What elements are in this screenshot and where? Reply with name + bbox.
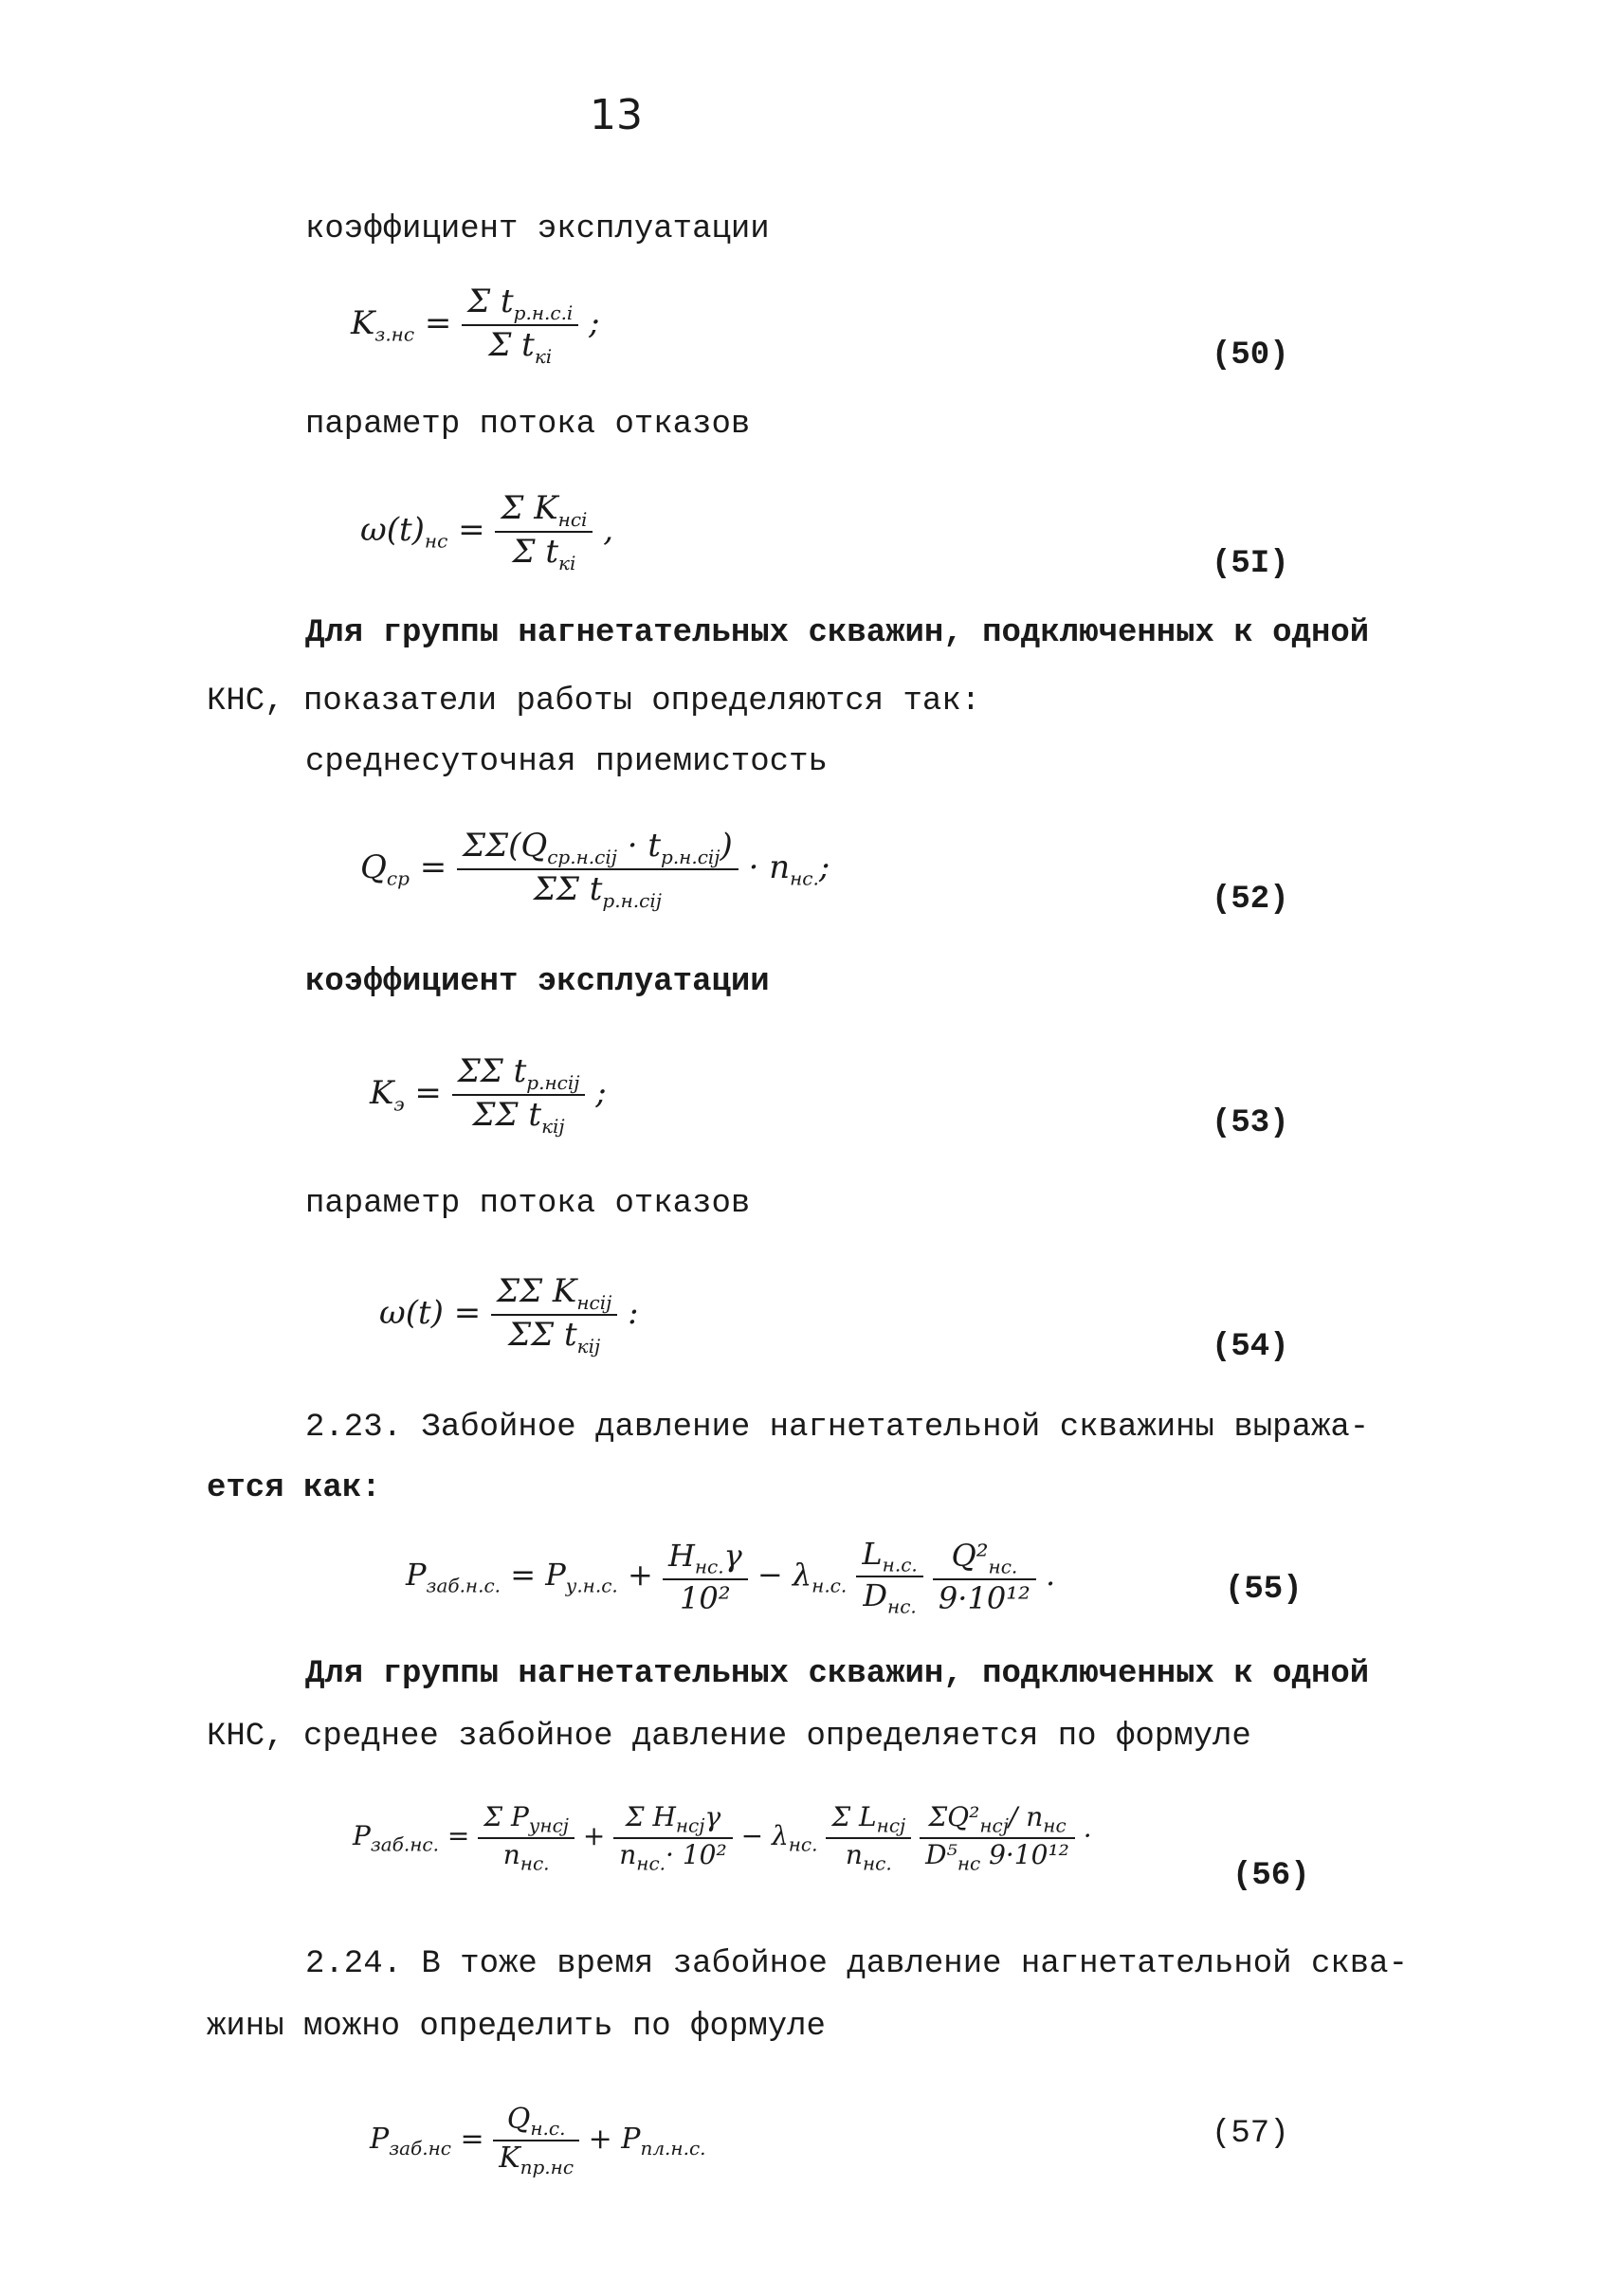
equation-57: $P_{заб.нс}$ = $\frac{Q_{н.с.}}{K_{пр.нс}}$ + $P_{пл.н.с.}$ (370, 2103, 706, 2178)
equation-56: $P_{заб.нс.}$ = $\frac{\Sigma P_{унсj}}{n_{нс.}}$ + $\frac{\Sigma H_{нсj}\gamma}{n_{нс.}\cdot 10^2}$ − $\lambda_{нс.}$ $\frac{\Sigma L_{нсj}}{n_{нс.}}$ $\frac{\Sigma Q^2_{нсj}/ n_{нс}}{D^5_{нс} 9\cdot 10^{12}}$ · (353, 1801, 1092, 1875)
paragraph-4: среднесуточная приемистость (305, 744, 828, 780)
eq52-num-sub: ср.н.сij (547, 845, 617, 868)
equation-55: $P_{заб.н.с.} = P_{у.н.с.}$ + $\frac{H_{нс.}\gamma}{\text{10²}}$ − $\lambda_{н.с.}$ $\frac{L_{н.с.}}{D_{нс.}}$ $\frac{Q^2_{нс.}}{\text{9·10¹²}}$ . (406, 1536, 1056, 1618)
eq55-t2: λ (792, 1556, 812, 1593)
paragraph-9a: 2.24. В тоже время забойное давление нагнетательной сква- (305, 1946, 1408, 1982)
eq52-num-mid: · t (627, 827, 662, 865)
eq55-f2-den-sub: нс. (887, 1594, 917, 1618)
eq54-tail: : (628, 1293, 639, 1332)
eq53-fraction (452, 1052, 586, 1138)
eq51-den-sub: кi (558, 551, 576, 574)
eq55-f2-num-sub: н.с. (882, 1553, 918, 1576)
paragraph-1: коэффициент эксплуатации (305, 211, 770, 247)
eq56-f4-num: ΣQ² (928, 1801, 980, 1832)
eq55-tail: . (1046, 1556, 1056, 1593)
eq54-fraction (491, 1272, 617, 1358)
eq57-den-sub: пр.нс (520, 2156, 574, 2178)
eq56-f1-den: n (502, 1838, 520, 1870)
eq56-f2-den-sub: нс. (636, 1851, 666, 1875)
eq55-f2-den: D (863, 1577, 888, 1614)
eq55-f1-num: H (667, 1538, 695, 1575)
eq56-f2-num-end: γ (704, 1801, 721, 1832)
eq55-lhs-sub: заб.н.с. (426, 1574, 501, 1597)
eq52-lhs: Q (360, 847, 387, 886)
eq56-f3-den: n (845, 1838, 863, 1870)
eq52-tail: · n (748, 847, 791, 886)
eq50-lhs: K (351, 303, 375, 342)
equation-51: $\omega(t)_{нс}$ = $\frac{\Sigma K_{нсi}}{\Sigma t_{кi}}$ , (360, 489, 614, 574)
eq50-den: Σ t (488, 325, 535, 364)
eq53-lhs: K (370, 1073, 394, 1112)
eq50-num-sub: р.н.с.i (513, 301, 574, 324)
eq56-f1-num-sub: унсj (528, 1813, 569, 1837)
eq55-f1-num-end: γ (723, 1538, 742, 1575)
eq54-lhs: ω(t) (379, 1293, 444, 1332)
eq53-den-sub: кij (541, 1114, 565, 1138)
eq55-fraction-1 (663, 1538, 748, 1615)
eq56-f4-num-mid: / n (1008, 1801, 1044, 1832)
eq56-fraction-3 (826, 1801, 911, 1874)
eq55-t1-sub: у.н.с. (565, 1574, 618, 1597)
eq57-fraction (493, 2103, 579, 2178)
eq53-lhs-sub: э (393, 1092, 405, 1116)
eq50-num: Σ t (467, 282, 514, 320)
eq55-f2-num: L (862, 1536, 883, 1572)
eq56-f4-den-sub: нс (957, 1851, 981, 1875)
eq56-f1-num: Σ P (483, 1801, 529, 1832)
eq54-number: (54) (1212, 1329, 1289, 1365)
eq53-num-sub: р.нсij (526, 1070, 580, 1094)
eq56-fraction-1 (478, 1801, 574, 1874)
eq55-fraction-3 (933, 1538, 1036, 1615)
eq50-lhs-sub: з.нс (374, 322, 415, 346)
eq57-t2-sub: пл.н.с. (640, 2137, 706, 2159)
equation-54: ω(t) = $\frac{\Sigma\Sigma K_{нсij}}{\Sigma\Sigma t_{кij}}$ : (379, 1272, 639, 1358)
eq51-num-sub: нсi (557, 507, 588, 531)
eq57-den: K (499, 2141, 520, 2175)
eq55-f1-num-sub: нс. (694, 1555, 724, 1578)
eq53-tail: ; (595, 1073, 607, 1112)
eq50-tail: ; (589, 303, 600, 342)
eq52-den-sub: р.н.сij (602, 888, 662, 912)
paragraph-8a: Для группы нагнетательных скважин, подключенных к одной (305, 1656, 1370, 1692)
eq55-f1-den: 10² (680, 1579, 731, 1616)
paragraph-7a: 2.23. Забойное давление нагнетательной скважины выража- (305, 1410, 1370, 1446)
eq52-num-sub2: р.н.сij (661, 845, 720, 868)
eq51-lhs-sub: нс (424, 529, 448, 553)
eq57-lhs: P (370, 2123, 390, 2156)
eq55-f3-num: Q² (951, 1538, 989, 1575)
eq55-t2-sub: н.с. (812, 1574, 848, 1597)
paragraph-6: параметр потока отказов (305, 1186, 751, 1222)
paragraph-3a: Для группы нагнетательных скважин, подключенных к одной (305, 615, 1370, 651)
eq56-f3-num: Σ L (831, 1801, 877, 1832)
eq50-fraction (462, 282, 578, 368)
eq56-fraction-4 (920, 1801, 1075, 1874)
eq57-number: (57) (1212, 2116, 1289, 2152)
paragraph-9b: жины можно определить по формуле (207, 2009, 826, 2045)
eq55-f3-den: 9·10¹² (938, 1579, 1030, 1616)
page-number: 13 (590, 91, 643, 139)
eq53-den: ΣΣ t (472, 1095, 542, 1134)
eq57-lhs-sub: заб.нс (389, 2137, 451, 2159)
eq57-num: Q (506, 2103, 531, 2136)
eq56-number: (56) (1232, 1858, 1310, 1894)
eq52-lhs-sub: ср (386, 866, 410, 890)
eq54-den-sub: кij (576, 1334, 601, 1358)
eq51-den: Σ t (512, 532, 558, 571)
paragraph-3b: КНС, показатели работы определяются так: (207, 683, 981, 720)
eq53-num: ΣΣ t (457, 1052, 527, 1090)
eq56-f4-den: D⁵ (925, 1838, 957, 1870)
eq56-f2-num: Σ H (625, 1801, 676, 1832)
eq51-tail: , (603, 510, 614, 549)
eq56-f3-num-sub: нсj (876, 1813, 906, 1837)
eq55-fraction-2 (856, 1536, 922, 1618)
eq56-t3-sub: нс. (788, 1832, 818, 1856)
eq52-number: (52) (1212, 882, 1289, 918)
eq52-fraction (457, 827, 739, 912)
eq56-f3-den-sub: нс. (862, 1851, 892, 1875)
equation-50: $K_{з.нс}$ = $\frac{\Sigma t_{р.н.с.i}}{\Sigma t_{кi}}$ ; (351, 282, 600, 368)
paragraph-8b: КНС, среднее забойное давление определяется по формуле (207, 1719, 1251, 1755)
eq56-f2-num-sub: нсj (675, 1813, 705, 1837)
eq56-t3: λ (771, 1820, 789, 1852)
equation-52: $Q_{ср}$ = $\frac{\Sigma\Sigma(Q_{ср.н.сij} \cdot t_{р.н.сij})}{\Sigma\Sigma t_{р.н.сij}}$ · $n_{нс.}$; (360, 827, 830, 912)
eq56-f1-den-sub: нс. (520, 1851, 550, 1875)
paragraph-7b: ется как: (207, 1470, 381, 1506)
eq52-num-end: ) (720, 827, 733, 865)
eq51-lhs: ω(t) (360, 510, 425, 549)
paragraph-2: параметр потока отказов (305, 407, 751, 443)
eq56-lhs: P (353, 1820, 371, 1852)
eq57-t2: P (621, 2123, 641, 2156)
eq51-fraction (495, 489, 593, 574)
eq55-f3-num-sub: нс. (988, 1555, 1018, 1578)
eq56-f2-den: n (619, 1838, 637, 1870)
eq57-num-sub: н.с. (530, 2117, 566, 2140)
eq52-den: ΣΣ t (533, 869, 603, 908)
eq51-number: (5I) (1212, 546, 1289, 582)
eq55-number: (55) (1225, 1572, 1303, 1608)
eq54-num: ΣΣ K (497, 1272, 577, 1310)
eq56-f2-den-end: · 10² (666, 1838, 727, 1870)
eq55-t1: P (545, 1556, 566, 1593)
equation-53: $K_э$ = $\frac{\Sigma\Sigma t_{р.нсij}}{\Sigma\Sigma t_{кij}}$ ; (370, 1052, 607, 1138)
eq50-number: (50) (1212, 337, 1289, 374)
eq54-num-sub: нсij (576, 1290, 612, 1314)
eq55-lhs: P (406, 1556, 427, 1593)
eq56-fraction-2 (613, 1801, 732, 1874)
paragraph-5: коэффициент эксплуатации (305, 964, 770, 1000)
eq52-tail-sub: нс. (790, 866, 819, 890)
eq52-num: ΣΣ(Q (463, 827, 548, 865)
eq56-f4-num-sub2: нс (1043, 1813, 1067, 1837)
eq50-den-sub: кi (534, 344, 553, 368)
eq56-lhs-sub: заб.нс. (370, 1832, 439, 1856)
eq54-den: ΣΣ t (508, 1315, 577, 1354)
eq52-end: ; (818, 847, 830, 886)
eq51-num: Σ K (501, 489, 558, 527)
eq56-f4-num-sub: нсj (979, 1813, 1009, 1837)
eq56-f4-den-end: 9·10¹² (989, 1838, 1069, 1870)
eq53-number: (53) (1212, 1105, 1289, 1141)
